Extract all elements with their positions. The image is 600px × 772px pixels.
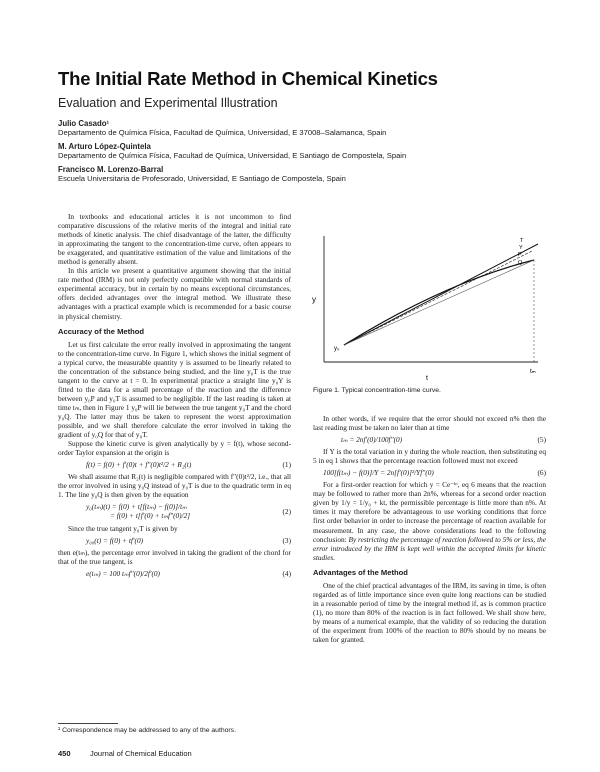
page-number: 450	[58, 749, 71, 758]
equation-number: (4)	[282, 568, 291, 578]
equation-6	[313, 468, 546, 477]
equation-2	[58, 502, 291, 520]
author-name: Julio Casado¹	[58, 119, 110, 128]
figure-caption: Figure 1. Typical concentration-time curve.	[313, 387, 441, 394]
x-axis-label: t	[426, 375, 428, 382]
y-axis-label: y	[312, 295, 316, 304]
label-tm: tₘ	[530, 368, 536, 375]
chord-line	[344, 260, 534, 345]
label-P: P	[518, 252, 522, 258]
equation-body: f(t) = f(0) + f′(0)t + f″(0)t²/2 + R₂(t)	[86, 460, 192, 470]
article-subtitle: Evaluation and Experimental Illustration	[58, 96, 278, 110]
paragraph: We shall assume that R₂(t) is negligible compared with f″(0)t²/2, i.e., that all the error involved in using y₀Q instead of y₀T is due to the quadratic term in eq 1. The line y₀Q is then given by the equation	[58, 472, 291, 500]
equation-body: y₀(tₘ)(t) = f(0) + t[f(tₘ) − f(0)]/tₘ	[86, 502, 187, 512]
right-column	[313, 414, 546, 644]
label-Y: Y	[519, 245, 523, 251]
equation-number: (3)	[282, 535, 291, 545]
equation-number: (2)	[282, 507, 291, 517]
equation-number: (1)	[282, 460, 291, 470]
section-heading-accuracy: Accuracy of the Method	[58, 326, 145, 336]
author-block-3	[58, 165, 346, 183]
author-affiliation: Departamento de Química Física, Facultad de Química, Universidad, E 37008–Salamanca, Spain	[58, 128, 387, 137]
paragraph: then e(tₘ), the percentage error involved in taking the gradient of the chord for that of the true tangent, is	[58, 547, 291, 566]
paragraph: Suppose the kinetic curve is given analytically by y = f(t), whose second-order Taylor expansion at the origin is	[58, 439, 291, 458]
figure-1	[306, 232, 546, 382]
paragraph: Since the true tangent y₀T is given by	[68, 523, 178, 533]
section-heading-advantages: Advantages of the Method	[313, 567, 408, 577]
left-column	[58, 212, 291, 581]
author-name: Francisco M. Lorenzo-Barral	[58, 165, 164, 174]
author-name: M. Arturo López-Quintela	[58, 142, 151, 151]
equation-body: tₘ = 2nf′(0)/100f″(0)	[341, 435, 403, 445]
paragraph: In textbooks and educational articles it is not uncommon to find comparative discussions of the relative merits of the integral and initial rate methods of kinetic analysis. The chief disadvantage of the latter, the difficulty in approximating the tangent to the concentration-time curve, often appears to be exaggerated, and quantitative estimation of the value and limitations of the method is generally absent.	[58, 212, 291, 267]
author-block-2	[58, 142, 406, 160]
equation-body: e(tₘ) = 100 tₘf″(0)/2f′(0)	[86, 568, 160, 578]
label-y0: y₀	[334, 346, 340, 352]
label-Q: Q	[518, 260, 523, 266]
author-block-1	[58, 119, 386, 137]
equation-number: (5)	[537, 435, 546, 445]
paragraph: In other words, if we require that the error should not exceed n% then the last reading must be taken no later than at time	[313, 414, 546, 433]
paragraph: In this article we present a quantitative argument showing that the initial rate method (IRM) is not only perfectly compatible with normal standards of experimental accuracy, but in certain by no means exceptional circumstances, offers decided advantages over the integral method. We illustrate these advantages with a practical example which is recommended for a basic course in physical chemistry.	[58, 266, 291, 321]
paragraph: Let us first calculate the error really involved in approximating the tangent to the concentration-time curve. In Figure 1, which shows the initial segment of a typical curve, the measurable quantity y is assumed to be linearly related to the concentration of the substance being studied, and the line y₀T is the true tangent to the curve at t = 0. In experimental practice a straight line y₀Y is fitted to the data for a small percentage of the reaction and the difference between y₀P and y₀T is assumed to be negligible. If the last reading is taken at time tₘ, then in Figure 1 y₀P will lie between the true tangent y₀T and the chord y₀Q. The latter may thus be taken to represent the worst approximation possible, and we shall therefore calculate the error involved in taking the gradient of y₀Q for that of y₀T.	[58, 339, 291, 440]
equation-body: = f(0) + t[f′(0) + tₘf″(0)/2]	[110, 511, 191, 521]
fitted-line	[344, 251, 532, 345]
equation-body: y₀₀(t) = f(0) + tf′(0)	[86, 535, 144, 545]
equation-3	[58, 536, 291, 545]
equation-4	[58, 569, 291, 578]
paragraph: If Y is the total variation in y during the whole reaction, then substituting eq 5 in eq 1 shows that the percentage reaction followed must not exceed	[313, 447, 546, 466]
equation-number: (6)	[537, 468, 546, 478]
tangent-line	[344, 244, 538, 345]
label-T: T	[520, 238, 524, 244]
equation-body: 100[f(tₘ) − f(0)]/Y = 2n[f′(0)]²/Yf″(0)	[323, 468, 434, 478]
paragraph-text: For a first-order reaction for which y = Ce⁻ᵏᵗ, eq 6 means that the reaction may be followed to rather more than 2n%, whereas for a second order reaction given by 1/y = 1/y₀ + kt, the permissible percentage is little more than n%. At times it may therefore be advantageous to use working conditions that force first order behavior in order to increase the percentage of reaction available for measurement. In any case, the above considerations lead to the following conclusion:	[313, 480, 546, 544]
author-affiliation: Escuela Universitaria de Profesorado, Universidad, E Santiago de Compostela, Spain	[58, 174, 346, 183]
paragraph	[313, 480, 546, 561]
author-affiliation: Departamento de Química Física, Facultad de Química, Universidad, E Santiago de Compostela, Spain	[58, 151, 407, 160]
paragraph: One of the chief practical advantages of the IRM, its saving in time, is often regarded as of little importance since even quite long reactions can be studied in a reasonable period of time by the integral method if, as is common practice (1), no more than 80% of the reaction is in fact followed. We shall show here, by means of a numerical example, that the validity of so reducing the duration of the experiment from 100% of the reaction to 80% should by no means be taken for granted.	[313, 580, 546, 645]
footnote: ¹ Correspondence may be addressed to any of the authors.	[58, 727, 236, 734]
article-title: The Initial Rate Method in Chemical Kinetics	[58, 68, 438, 89]
journal-name: Journal of Chemical Education	[90, 749, 192, 758]
equation-5	[313, 435, 546, 444]
conclusion-italic: By restricting the percentage of reaction followed to 5% or less, the error introduced by the IRM is kept well within the accepted limits for kinetic studies.	[313, 534, 546, 562]
equation-1	[58, 460, 291, 469]
footnote-rule	[58, 723, 118, 724]
